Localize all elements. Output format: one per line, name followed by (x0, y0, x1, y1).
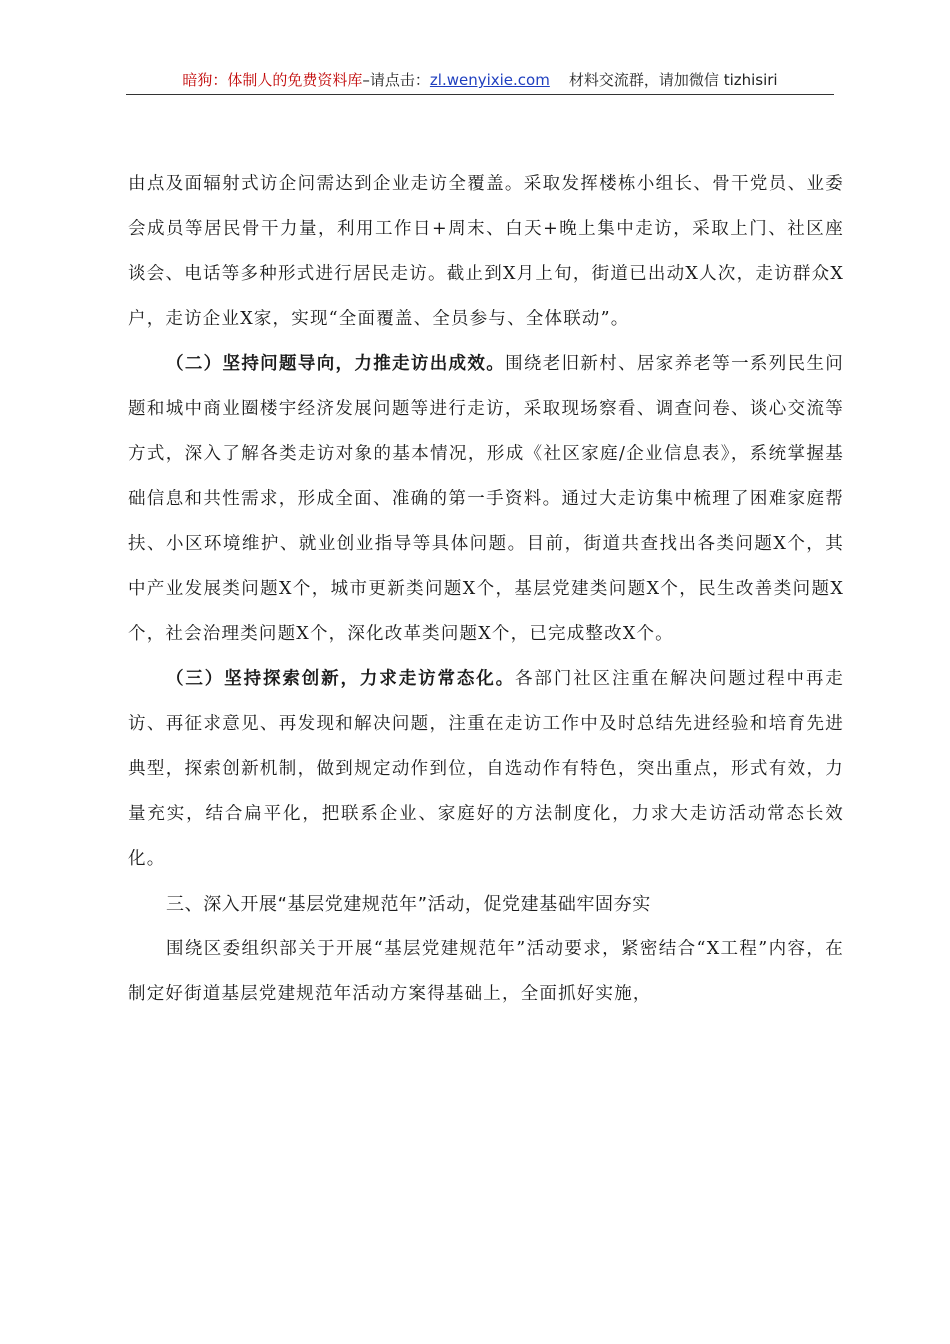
paragraph-innovation-body: 各部门社区注重在解决问题过程中再走访、再征求意见、再发现和解决问题，注重在走访工作中及时总结先进经验和培育先进典型，探索创新机制，做到规定动作到位，自选动作有特色，突出重点，形式有效，力量充实，结合扁平化，把联系企业、家庭好的方法制度化，力求大走访活动常态长效化。 (128, 669, 844, 869)
paragraph-continuation: 由点及面辐射式访企问需达到企业走访全覆盖。采取发挥楼栋小组长、骨干党员、业委会成员等居民骨干力量，利用工作日+周末、白天+晚上集中走访，采取上门、社区座谈会、电话等多种形式进行居民走访。截止到X月上旬，街道已出动X人次，走访群众X户，走访企业X家，实现“全面覆盖、全员参与、全体联动”。 (128, 174, 844, 329)
header-link[interactable]: zl.wenyixie.com (429, 71, 550, 89)
page-header (126, 68, 834, 95)
subheading-innovation: （三）坚持探索创新，力求走访常态化。 (166, 669, 516, 689)
paragraph-problem-oriented-body: 围绕老旧新村、居家养老等一系列民生问题和城中商业圈楼宇经济发展问题等进行走访，采取现场察看、调查问卷、谈心交流等方式，深入了解各类走访对象的基本情况，形成《社区家庭/企业信息表》，系统掌握基础信息和共性需求，形成全面、准确的第一手资料。通过大走访集中梳理了困难家庭帮扶、小区环境维护、就业创业指导等具体问题。目前，街道共查找出各类问题X个，其中产业发展类问题X个，城市更新类问题X个，基层党建类问题X个，民生改善类问题X个，社会治理类问题X个，深化改革类问题X个，已完成整改X个。 (128, 354, 844, 644)
paragraph-innovation (128, 657, 844, 882)
section-three-title: 三、深入开展“基层党建规范年”活动，促党建基础牢固夯实 (166, 894, 651, 915)
header-click-prompt: –请点击： (362, 71, 430, 89)
header-brand: 暗狗：体制人的免费资料库 (182, 71, 363, 89)
header-wechat-note: 材料交流群，请加微信 tizhisiri (568, 71, 778, 89)
paragraph-problem-oriented (128, 342, 844, 657)
subheading-problem-oriented: （二）坚持问题导向，力推走访出成效。 (166, 354, 506, 374)
paragraph-section-three: 围绕区委组织部关于开展“基层党建规范年”活动要求，紧密结合“X工程”内容，在制定好街道基层党建规范年活动方案得基础上，全面抓好实施， (128, 939, 844, 1004)
document-body (128, 162, 844, 1017)
